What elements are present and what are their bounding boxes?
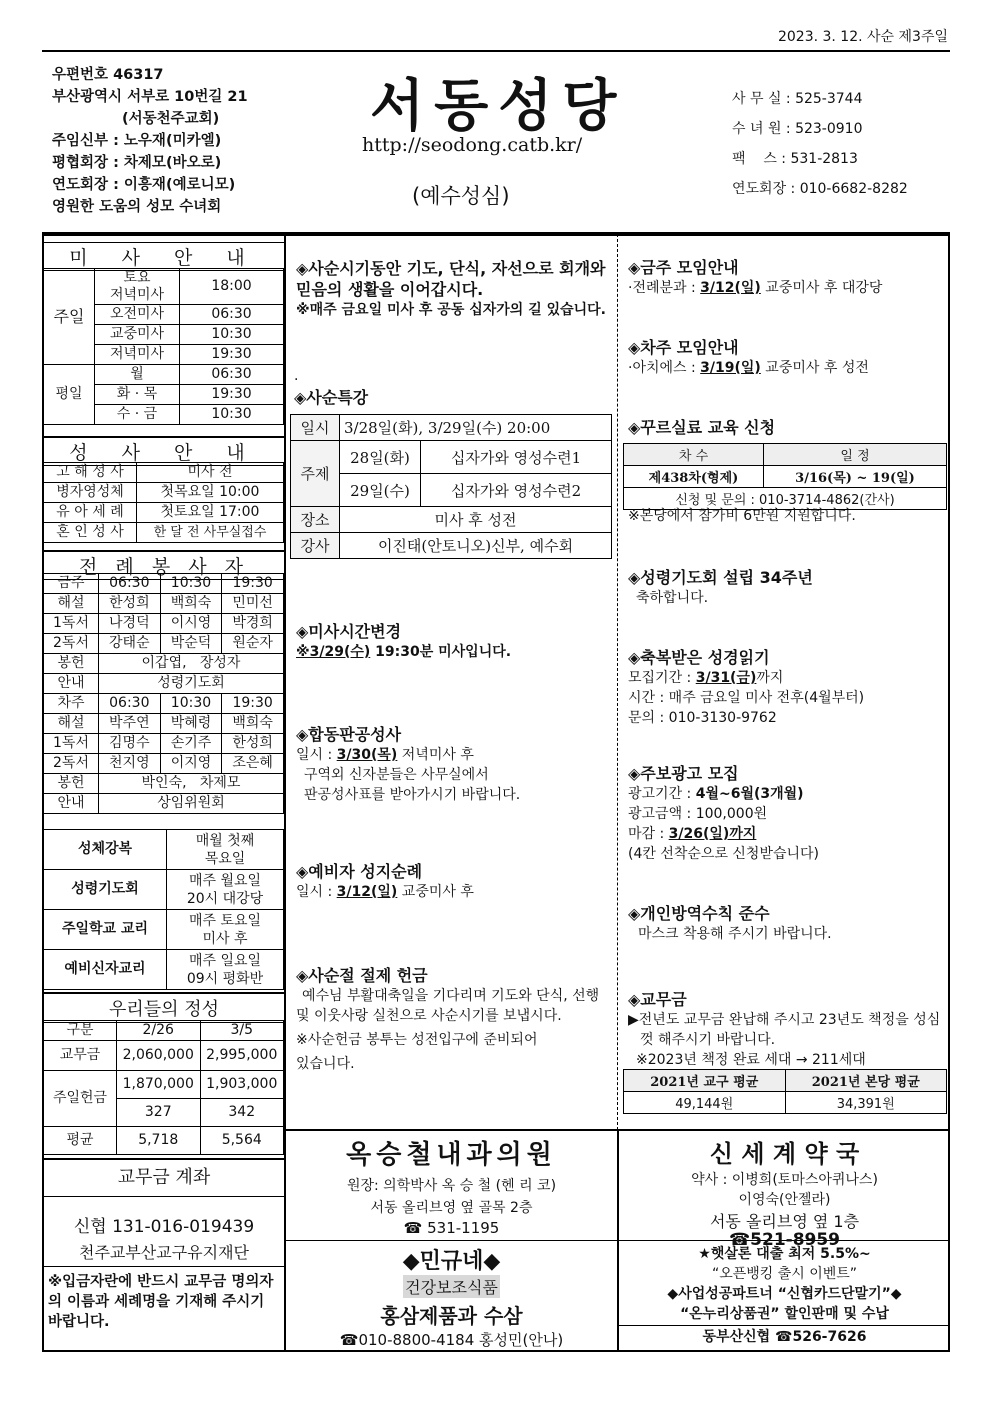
liturgy-cell: 10:30 <box>160 694 222 714</box>
meeting-name: 성체강복 <box>44 830 167 870</box>
liturgy-cell: 박주연 <box>99 714 161 734</box>
cursillo-title: ◈꾸르실료 교육 신청 <box>628 418 776 437</box>
offering-cell: 3/5 <box>200 1021 284 1041</box>
special-lecture-title <box>294 388 368 409</box>
this-meeting-group: ·전례분과 : <box>628 280 701 296</box>
sacrament-title: 성 사 안 내 <box>44 436 284 466</box>
dot: . <box>294 368 299 384</box>
offering-cell: 1,903,000 <box>200 1071 284 1099</box>
offering-cell: 평균 <box>44 1127 117 1155</box>
lent-note: ※매주 금요일 미사 후 공동 십자가의 길 있습니다. <box>296 302 607 318</box>
mask-notice <box>628 904 948 944</box>
dues-table <box>623 1069 947 1114</box>
convent-phone: 수 녀 원 : 523-0910 <box>732 121 863 137</box>
church-name: (서동천주교회) <box>122 111 220 127</box>
this-meeting-place: 교중미사 후 대강당 <box>760 280 883 296</box>
pilgrimage-title: ◈예비자 성지순례 <box>296 862 423 881</box>
pharmacist: 이영숙(안젤라) <box>738 1192 831 1208</box>
clinic-director: 원장: 의학박사 옥 승 철 (헨 리 코) <box>346 1178 557 1194</box>
next-meeting-place: 교중미사 후 성전 <box>760 360 869 376</box>
offering-cell: 327 <box>117 1099 201 1127</box>
lent-notice <box>296 258 614 320</box>
offering-cell: 2,995,000 <box>200 1041 284 1071</box>
liturgy-cell: 손기주 <box>160 734 222 754</box>
lecture-date: 3/28일(화), 3/29일(수) 20:00 <box>340 415 612 441</box>
liturgy-cell: 박경희 <box>222 614 284 634</box>
mask-title: ◈개인방역수칙 준수 <box>628 904 770 923</box>
liturgy-cell: 강태순 <box>99 634 161 654</box>
penance-notice <box>296 725 614 805</box>
bank-line: “오픈뱅킹 출시 이벤트” <box>711 1266 858 1282</box>
prayer-title: ◈성령기도회 설립 34주년 <box>628 568 813 587</box>
next-week-meeting <box>628 338 948 378</box>
penance-date: 3/30(목) <box>336 747 398 763</box>
liturgy-title: 전 례 봉 사 자 <box>44 550 284 580</box>
bank-line: 동부산신협 ☎526-7626 <box>619 1325 950 1346</box>
next-meeting-group: ·아치에스 : <box>628 360 701 376</box>
feast-name: (예수성심) <box>412 184 510 208</box>
liturgy-cell: 백희숙 <box>160 594 222 614</box>
minkyu-item: 홍삼제품과 수삼 <box>380 1304 523 1328</box>
liturgy-cell: 나경덕 <box>99 614 161 634</box>
mass-day: 화 · 목 <box>95 385 180 405</box>
fax: 팩 스 : 531-2813 <box>732 151 858 167</box>
next-meeting-title: ◈차주 모임안내 <box>628 338 739 357</box>
ad-deadline-label: 마감 : <box>628 826 669 842</box>
column-divider <box>617 234 619 1130</box>
account-note: ※입금자란에 반드시 교무금 명의자의 이름과 세례명을 기재해 주시기 바랍니다. <box>48 1274 274 1330</box>
mass-time-change <box>296 622 614 662</box>
penance-text: 구역외 신자분들은 사무실에서 판공성사표를 받아가시기 바랍니다. <box>304 767 521 803</box>
mass-time: 18:00 <box>180 269 284 305</box>
lent-offering-title: ◈사순절 절제 헌금 <box>296 966 428 985</box>
weekday-label: 평일 <box>44 365 95 425</box>
dues-head: 2021년 교구 평균 <box>624 1070 786 1092</box>
liturgy-cell: 이갑엽, 장성자 <box>99 654 284 674</box>
meetings-table <box>43 829 284 990</box>
sacrament-name: 혼 인 성 사 <box>44 523 137 543</box>
mass-title: 미 사 안 내 <box>44 242 284 271</box>
liturgy-cell: 봉헌 <box>44 774 99 794</box>
offering-cell: 1,870,000 <box>117 1071 201 1099</box>
liturgy-cell: 이지영 <box>160 754 222 774</box>
dues-value: 49,144원 <box>624 1092 786 1114</box>
mass-table <box>43 268 284 425</box>
meeting-time: 매월 첫째 목요일 <box>167 830 284 870</box>
sisters: 영원한 도움의 성모 수녀회 <box>52 199 222 215</box>
offering-cell: 구분 <box>44 1021 117 1041</box>
liturgy-cell: 성령기도회 <box>99 674 284 694</box>
dues-text: ▶전년도 교무금 완납해 주시고 23년도 책정을 성심껏 해주시기 바랍니다. <box>628 1012 941 1048</box>
liturgy-cell: 차주 <box>44 694 99 714</box>
mass-day: 월 <box>95 365 180 385</box>
offering-title: 우리들의 정성 <box>44 992 284 1023</box>
account-holder: 천주교부산교구유지재단 <box>44 1240 284 1267</box>
time-change-text: 19:30분 미사입니다. <box>370 644 512 660</box>
sacrament-name: 고 해 성 사 <box>44 463 137 483</box>
address: 부산광역시 서부로 10번길 21 <box>52 89 248 105</box>
ad-period: 4월~6월(3개월) <box>695 786 804 802</box>
lecture-day: 29일(수) <box>340 474 421 507</box>
offering-cell: 교무금 <box>44 1041 117 1071</box>
sacrament-time: 첫토요일 17:00 <box>137 503 284 523</box>
bible-until: 까지 <box>756 670 784 686</box>
pilgrimage-notice <box>296 862 614 902</box>
pilgrimage-label: 일시 : <box>296 884 337 900</box>
ad-recruit <box>628 764 948 864</box>
mass-name: 오전미사 <box>95 305 180 325</box>
offering-table <box>43 1020 284 1155</box>
meeting-time: 매주 일요일 09시 평화반 <box>167 950 284 990</box>
meeting-time: 매주 월요일 20시 대강당 <box>167 870 284 910</box>
liturgy-cell: 조은혜 <box>222 754 284 774</box>
minkyu-subtitle: 건강보조식품 <box>403 1275 500 1298</box>
cursillo-round: 제438차(형제) <box>624 466 764 488</box>
meeting-name: 성령기도회 <box>44 870 167 910</box>
mass-name: 저녁미사 <box>95 345 180 365</box>
liturgy-cell: 1독서 <box>44 734 99 754</box>
mass-day: 수 · 금 <box>95 405 180 425</box>
cursillo-note: ※본당에서 참가비 6만원 지원합니다. <box>628 508 856 524</box>
ad-divider <box>284 1240 617 1241</box>
bank-line: ★햇살론 대출 최저 5.5%~ <box>698 1246 871 1262</box>
lent-offering-text: 예수님 부활대축일을 기다리며 기도와 단식, 선행 및 이웃사랑 실천으로 사순시기를 보냅시다. <box>296 988 600 1024</box>
liturgy-cell: 2독서 <box>44 754 99 774</box>
cursillo-notice <box>628 418 948 438</box>
dues-head: 2021년 본당 평균 <box>785 1070 947 1092</box>
sacrament-time: 한 달 전 사무실접수 <box>137 523 284 543</box>
lecture-label: 장소 <box>291 507 340 533</box>
special-title: ◈사순특강 <box>294 388 369 407</box>
bible-contact: 문의 : 010-3130-9762 <box>628 710 777 726</box>
bank-ad <box>619 1243 950 1346</box>
bank-line: ◆사업성공파트너 “신협카드단말기”◆ <box>667 1286 902 1302</box>
liturgy-cell: 한성희 <box>99 594 161 614</box>
liturgy-cell: 10:30 <box>160 574 222 594</box>
sacrament-time: 첫목요일 10:00 <box>137 483 284 503</box>
lent-offering-note: ※사순헌금 봉투는 성전입구에 준비되어 있습니다. <box>296 1032 538 1072</box>
cursillo-head: 차 수 <box>624 444 764 466</box>
dues-note: ※2023년 책정 완료 세대 → 211세대 <box>636 1052 866 1068</box>
special-lecture-table <box>290 414 612 559</box>
lecture-label: 일시 <box>291 415 340 441</box>
liturgy-table <box>43 573 284 814</box>
this-meeting-date: 3/12(일) <box>700 280 761 296</box>
offering-cell: 주일헌금 <box>44 1071 117 1127</box>
account-title: 교무금 계좌 <box>44 1158 284 1197</box>
postal-code: 우편번호 46317 <box>52 67 164 83</box>
pharmacy-name: 신 세 계 약 국 <box>709 1140 860 1168</box>
liturgy-cell: 봉헌 <box>44 654 99 674</box>
lecture-day: 28일(화) <box>340 441 421 474</box>
lecture-label: 주제 <box>291 441 340 507</box>
penance-title: ◈합동판공성사 <box>296 725 402 744</box>
clinic-phone: ☎ 531-1195 <box>403 1219 500 1237</box>
mask-text: 마스크 착용해 주시기 바랍니다. <box>638 926 832 942</box>
offering-cell: 2,060,000 <box>117 1041 201 1071</box>
lecture-label: 강사 <box>291 533 340 559</box>
liturgy-cell: 금주 <box>44 574 99 594</box>
liturgy-cell: 상임위원회 <box>99 794 284 814</box>
ad-deadline: 3/26(일)까지 <box>668 826 757 842</box>
liturgy-cell: 원순자 <box>222 634 284 654</box>
liturgy-cell: 이시영 <box>160 614 222 634</box>
pharmacist: 약사 : 이병희(토마스아퀴나스) <box>691 1172 878 1188</box>
bible-date: 3/31(금) <box>695 670 757 686</box>
liturgy-cell: 06:30 <box>99 574 161 594</box>
liturgy-cell: 해설 <box>44 714 99 734</box>
dues-value: 34,391원 <box>785 1092 947 1114</box>
cursillo-head: 일 정 <box>764 444 947 466</box>
ad-recruit-title: ◈주보광고 모집 <box>628 764 739 783</box>
account-number: 신협 131-016-019439 <box>73 1217 255 1237</box>
bible-title: ◈축복받은 성경읽기 <box>628 648 770 667</box>
clinic-ad <box>286 1134 617 1237</box>
cursillo-table <box>623 443 947 510</box>
prayer-anniversary <box>628 568 948 608</box>
lecture-place: 미사 후 성전 <box>340 507 612 533</box>
sacrament-name: 유 아 세 례 <box>44 503 137 523</box>
cursillo-dates: 3/16(목) ~ 19(일) <box>764 466 947 488</box>
bible-time: 시간 : 매주 금요일 미사 전후(4월부터) <box>628 690 865 706</box>
pharmacy-ad <box>619 1134 950 1250</box>
minkyu-name: ◆민규네◆ <box>402 1249 501 1274</box>
time-change-date: ※3/29(수) <box>296 644 371 660</box>
meeting-name: 주일학교 교리 <box>44 910 167 950</box>
minkyu-phone: ☎010-8800-4184 홍성민(안나) <box>339 1331 564 1349</box>
sacrament-name: 병자영성체 <box>44 483 137 503</box>
liturgy-cell: 백희숙 <box>222 714 284 734</box>
mass-time: 19:30 <box>180 345 284 365</box>
mass-time: 19:30 <box>180 385 284 405</box>
offering-cell: 5,564 <box>200 1127 284 1155</box>
liturgy-cell: 박순덕 <box>160 634 222 654</box>
lent-title: ◈사순시기동안 기도, 단식, 자선으로 회개와 믿음의 생활을 이어갑시다. <box>296 259 606 299</box>
liturgy-cell: 민미선 <box>222 594 284 614</box>
bulletin-date: 2023. 3. 12. 사순 제3주일 <box>777 29 948 45</box>
memorial-phone: 연도회장 : 010-6682-8282 <box>732 181 908 197</box>
mass-time: 06:30 <box>180 365 284 385</box>
dues-notice <box>628 990 948 1070</box>
sunday-label: 주일 <box>44 269 95 365</box>
clinic-address: 서동 올리브영 옆 골목 2층 <box>370 1200 533 1216</box>
liturgy-cell: 06:30 <box>99 694 161 714</box>
ad-note: (4칸 선착순으로 신청받습니다) <box>628 846 820 862</box>
lent-offering-notice <box>296 966 616 1076</box>
penance-label: 일시 : <box>296 747 337 763</box>
liturgy-cell: 19:30 <box>222 694 284 714</box>
bank-line: “온누리상품권” 할인판매 및 수납 <box>680 1306 889 1322</box>
mass-time: 06:30 <box>180 305 284 325</box>
sacrament-table <box>43 462 284 543</box>
liturgy-cell: 해설 <box>44 594 99 614</box>
liturgy-cell: 박혜령 <box>160 714 222 734</box>
mass-time: 10:30 <box>180 325 284 345</box>
pilgrimage-date: 3/12(일) <box>336 884 398 900</box>
penance-time: 저녁미사 후 <box>397 747 474 763</box>
ad-price: 광고금액 : 100,000원 <box>628 806 768 822</box>
meeting-name: 예비신자교리 <box>44 950 167 990</box>
dues-title: ◈교무금 <box>628 990 687 1009</box>
mass-name: 토요 저녁미사 <box>95 269 180 305</box>
ad-period-label: 광고기간 : <box>628 786 696 802</box>
mass-time: 10:30 <box>180 405 284 425</box>
offering-cell: 342 <box>200 1099 284 1127</box>
church-info <box>52 64 248 218</box>
office-phone: 사 무 실 : 525-3744 <box>732 91 863 107</box>
lecture-topic: 십자가와 영성수련1 <box>421 441 612 474</box>
liturgy-cell: 한성희 <box>222 734 284 754</box>
next-meeting-date: 3/19(일) <box>700 360 761 376</box>
this-week-meeting <box>628 258 948 298</box>
liturgy-cell: 안내 <box>44 674 99 694</box>
liturgy-cell: 2독서 <box>44 634 99 654</box>
liturgy-cell: 안내 <box>44 794 99 814</box>
clinic-name: 옥승철내과의원 <box>346 1140 557 1170</box>
meeting-time: 매주 토요일 미사 후 <box>167 910 284 950</box>
liturgy-cell: 김명수 <box>99 734 161 754</box>
prayer-text: 축하합니다. <box>636 590 709 606</box>
lecturer: 이진태(안토니오)신부, 예수회 <box>340 533 612 559</box>
liturgy-cell: 박인숙, 차제모 <box>99 774 284 794</box>
sacrament-time: 미사 전 <box>137 463 284 483</box>
pilgrimage-time: 교중미사 후 <box>397 884 474 900</box>
website-link[interactable]: http://seodong.catb.kr/ <box>362 134 583 156</box>
mass-name: 교중미사 <box>95 325 180 345</box>
liturgy-cell: 1독서 <box>44 614 99 634</box>
bible-reading <box>628 648 948 728</box>
pharmacy-phone: ☎521-8959 <box>728 1230 841 1250</box>
pastor: 주임신부 : 노우재(미카엘) <box>52 133 222 149</box>
minkyu-ad <box>286 1244 617 1350</box>
page-title: 서동성당 <box>370 74 627 139</box>
contact-list <box>732 84 908 204</box>
time-change-title: ◈미사시간변경 <box>296 622 402 641</box>
liturgy-cell: 천지영 <box>99 754 161 774</box>
liturgy-cell: 19:30 <box>222 574 284 594</box>
this-meeting-title: ◈금주 모임안내 <box>628 258 739 277</box>
council-head: 평협회장 : 차제모(바오로) <box>52 155 222 171</box>
offering-cell: 2/26 <box>117 1021 201 1041</box>
lecture-topic: 십자가와 영성수련2 <box>421 474 612 507</box>
offering-cell: 5,718 <box>117 1127 201 1155</box>
bible-period-label: 모집기간 : <box>628 670 696 686</box>
cursillo-contact: 신청 및 문의 : 010-3714-4862(간사) <box>624 488 947 510</box>
memorial-head: 연도회장 : 이흥재(예로니모) <box>52 177 236 193</box>
pharmacy-address: 서동 올리브영 옆 1층 <box>709 1212 860 1231</box>
